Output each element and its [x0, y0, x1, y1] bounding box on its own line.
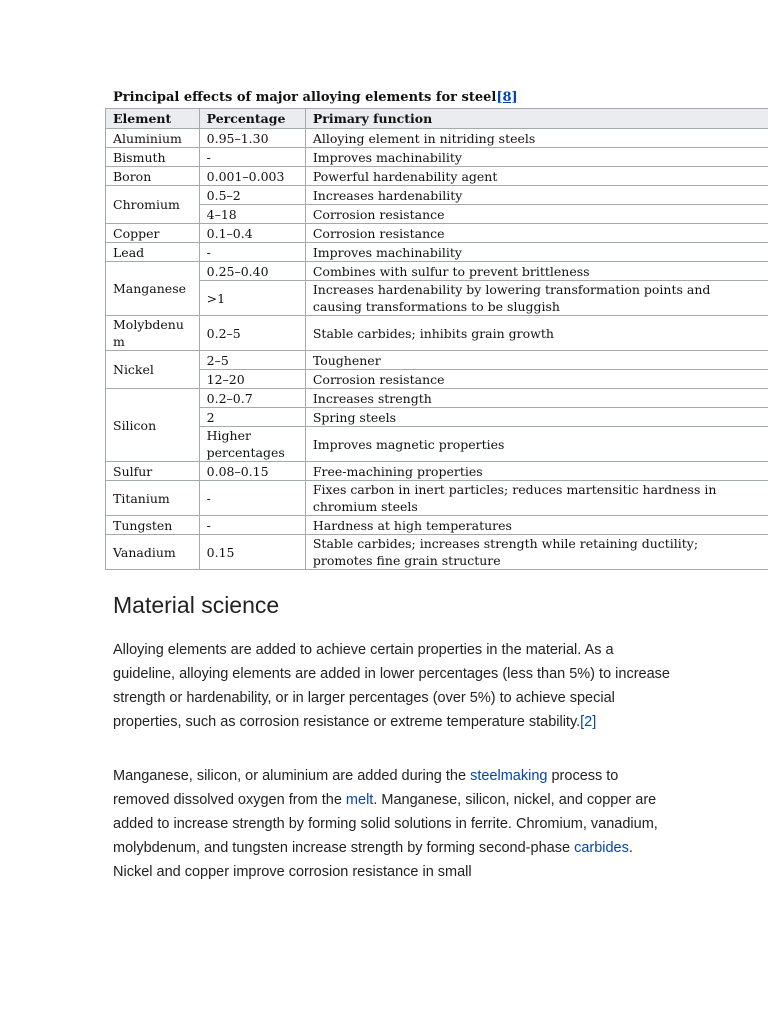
percentage-cell: 4–18	[199, 205, 305, 224]
function-cell: Toughener	[305, 351, 768, 370]
table-row	[106, 316, 768, 351]
element-cell: Silicon	[106, 389, 200, 462]
function-cell: Improves machinability	[305, 243, 768, 262]
table-row	[106, 351, 768, 370]
function-cell: Increases hardenability by lowering transformation points and causing transformations to be sluggish	[305, 281, 768, 316]
function-cell: Corrosion resistance	[305, 224, 768, 243]
function-cell: Corrosion resistance	[305, 370, 768, 389]
table-row	[106, 462, 768, 481]
function-cell: Powerful hardenability agent	[305, 167, 768, 186]
function-cell: Increases strength	[305, 389, 768, 408]
percentage-cell: 2	[199, 408, 305, 427]
element-cell: Chromium	[106, 186, 200, 224]
caption-reference-link[interactable]: [8]	[496, 90, 518, 105]
table-row	[106, 224, 768, 243]
table-row	[106, 186, 768, 205]
percentage-cell: -	[199, 148, 305, 167]
function-cell: Improves magnetic properties	[305, 427, 768, 462]
table-row	[106, 281, 768, 316]
paragraph-alloying-guideline	[113, 638, 673, 734]
percentage-cell: >1	[199, 281, 305, 316]
element-cell: Molybdenum	[106, 316, 200, 351]
alloying-elements-table	[105, 108, 768, 570]
column-header-element: Element	[106, 109, 200, 129]
paragraph-text: . Nickel and copper improve corrosion resistance in small	[113, 840, 633, 880]
percentage-cell: -	[199, 516, 305, 535]
percentage-cell: -	[199, 243, 305, 262]
melt-link[interactable]: melt	[345, 792, 374, 808]
percentage-cell: 12–20	[199, 370, 305, 389]
percentage-cell: 0.95–1.30	[199, 129, 305, 148]
function-cell: Hardness at high temperatures	[305, 516, 768, 535]
column-header-function: Primary function	[305, 109, 768, 129]
element-cell: Titanium	[106, 481, 200, 516]
table-row	[106, 167, 768, 186]
percentage-cell: 2–5	[199, 351, 305, 370]
function-cell: Free-machining properties	[305, 462, 768, 481]
element-cell: Vanadium	[106, 535, 200, 570]
percentage-cell: -	[199, 481, 305, 516]
function-cell: Alloying element in nitriding steels	[305, 129, 768, 148]
percentage-cell: 0.2–5	[199, 316, 305, 351]
reference-link[interactable]: [2]	[580, 714, 597, 730]
function-cell: Combines with sulfur to prevent brittleness	[305, 262, 768, 281]
element-cell: Manganese	[106, 262, 200, 316]
table-row	[106, 408, 768, 427]
percentage-cell: 0.25–0.40	[199, 262, 305, 281]
table-row	[106, 427, 768, 462]
table-row	[106, 129, 768, 148]
element-cell: Tungsten	[106, 516, 200, 535]
function-cell: Spring steels	[305, 408, 768, 427]
percentage-cell: Higher percentages	[199, 427, 305, 462]
table-row	[106, 389, 768, 408]
function-cell: Stable carbides; increases strength while retaining ductility; promotes fine grain structure	[305, 535, 768, 570]
carbides-link[interactable]: carbides	[574, 840, 629, 856]
table-header-row	[106, 109, 768, 129]
table-row	[106, 205, 768, 224]
paragraph-text: Manganese, silicon, or aluminium are added during the	[113, 768, 471, 784]
percentage-cell: 0.2–0.7	[199, 389, 305, 408]
table-row	[106, 535, 768, 570]
paragraph-text: . Manganese, silicon, nickel, and copper are added to increase strength by forming solid solutions in ferrite. Chromium, vanadium, molybdenum, and tungsten increase strength by forming second-phase	[113, 792, 658, 856]
function-cell: Stable carbides; inhibits grain growth	[305, 316, 768, 351]
element-cell: Boron	[106, 167, 200, 186]
percentage-cell: 0.15	[199, 535, 305, 570]
table-row	[106, 243, 768, 262]
percentage-cell: 0.1–0.4	[199, 224, 305, 243]
steelmaking-link[interactable]: steelmaking	[470, 768, 548, 784]
element-cell: Lead	[106, 243, 200, 262]
table-caption	[113, 90, 518, 105]
paragraph-deoxidation	[113, 764, 673, 884]
table-row	[106, 370, 768, 389]
element-cell: Sulfur	[106, 462, 200, 481]
paragraph-text: Alloying elements are added to achieve certain properties in the material. As a guideline, alloying elements are added in lower percentages (less than 5%) to increase strength or hardenability, or in larger percentages (over 5%) to achieve special properties, such as corrosion resistance or extreme temperature stability.	[113, 642, 670, 730]
section-heading: Material science	[113, 592, 280, 618]
table-row	[106, 481, 768, 516]
function-cell: Improves machinability	[305, 148, 768, 167]
element-cell: Aluminium	[106, 129, 200, 148]
paragraph-text: process to removed dissolved oxygen from the	[113, 768, 619, 808]
percentage-cell: 0.08–0.15	[199, 462, 305, 481]
function-cell: Increases hardenability	[305, 186, 768, 205]
table-row	[106, 148, 768, 167]
caption-text: Principal effects of major alloying elements for steel	[113, 90, 497, 105]
element-cell: Copper	[106, 224, 200, 243]
element-cell: Bismuth	[106, 148, 200, 167]
percentage-cell: 0.5–2	[199, 186, 305, 205]
function-cell: Fixes carbon in inert particles; reduces martensitic hardness in chromium steels	[305, 481, 768, 516]
percentage-cell: 0.001–0.003	[199, 167, 305, 186]
element-cell: Nickel	[106, 351, 200, 389]
table-row	[106, 262, 768, 281]
function-cell: Corrosion resistance	[305, 205, 768, 224]
table-row	[106, 516, 768, 535]
column-header-percentage: Percentage	[199, 109, 305, 129]
